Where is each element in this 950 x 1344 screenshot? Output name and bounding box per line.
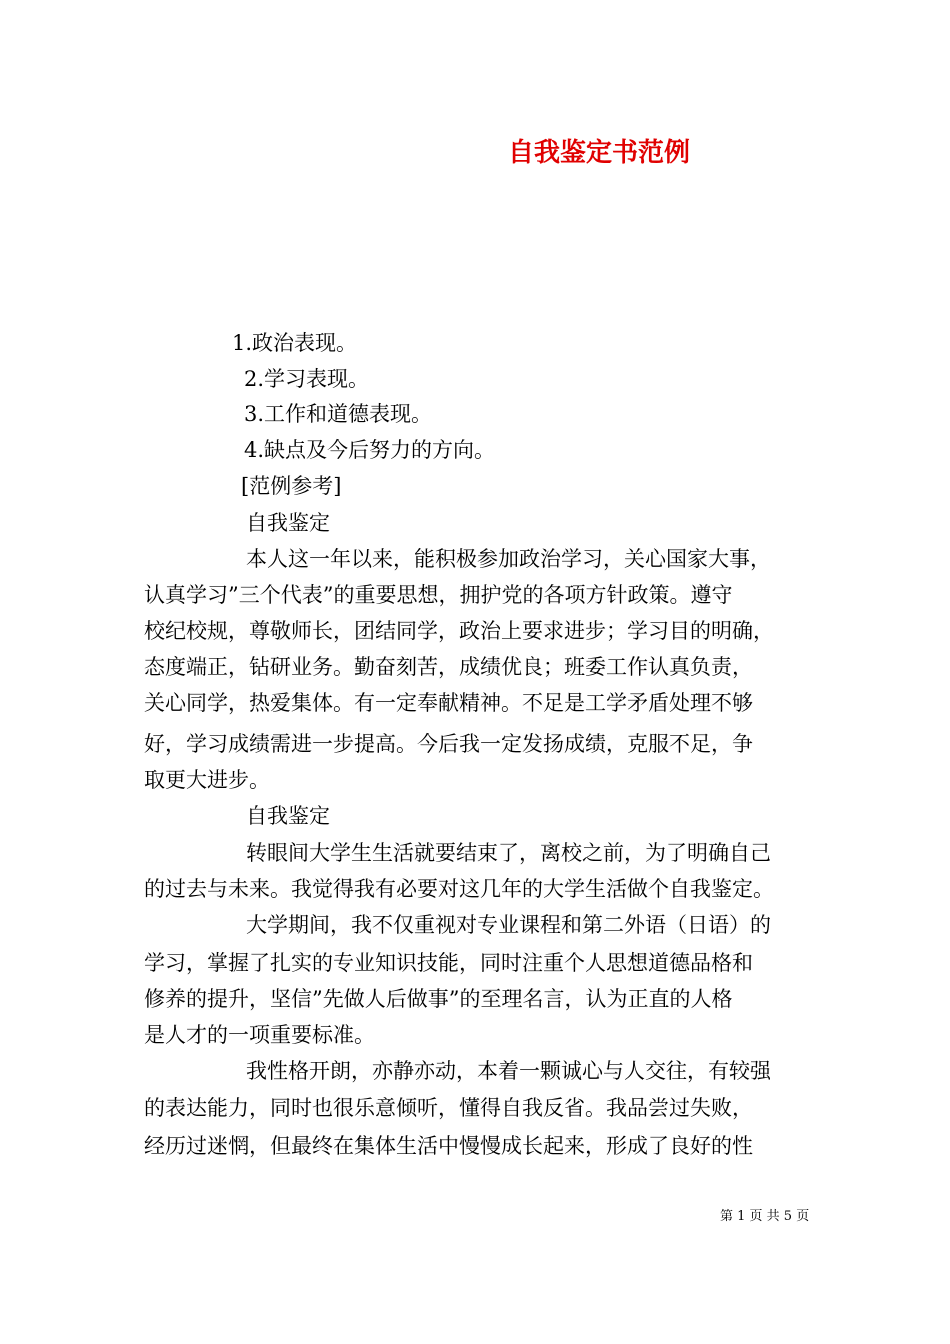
reference-label: [范例参考] — [241, 474, 342, 498]
outline-item-3: 3.工作和道德表现。 — [244, 402, 433, 426]
document-title: 自我鉴定书范例 — [508, 138, 691, 168]
paragraph-line: 大学期间，我不仅重视对专业课程和第二外语（日语）的 — [246, 913, 771, 937]
paragraph-line: 的过去与未来。我觉得我有必要对这几年的大学生活做个自我鉴定。 — [144, 877, 774, 901]
outline-item-2: 2.学习表现。 — [244, 367, 370, 391]
paragraph-line: 好，学习成绩需进一步提高。今后我一定发扬成绩，克服不足，争 — [144, 732, 753, 756]
paragraph-line: 转眼间大学生生活就要结束了，离校之前，为了明确自己 — [246, 841, 771, 865]
paragraph-line: 经历过迷惘，但最终在集体生活中慢慢成长起来，形成了良好的性 — [144, 1134, 753, 1158]
paragraph-line: 取更大进步。 — [144, 768, 270, 792]
paragraph-line: 我性格开朗，亦静亦动，本着一颗诚心与人交往，有较强 — [246, 1059, 771, 1083]
paragraph-line: 校纪校规，尊敬师长，团结同学，政治上要求进步；学习目的明确， — [144, 619, 774, 643]
outline-item-1: 1.政治表现。 — [232, 331, 358, 355]
paragraph-line: 修养的提升，坚信”先做人后做事”的至理名言，认为正直的人格 — [144, 987, 733, 1011]
section2-heading: 自我鉴定 — [246, 804, 330, 828]
paragraph-line: 的表达能力，同时也很乐意倾听，懂得自我反省。我品尝过失败， — [144, 1096, 753, 1120]
page-number: 第 1 页 共 5 页 — [720, 1209, 810, 1224]
section1-heading: 自我鉴定 — [246, 511, 330, 535]
paragraph-line: 本人这一年以来，能积极参加政治学习，关心国家大事， — [246, 547, 771, 571]
outline-item-4: 4.缺点及今后努力的方向。 — [244, 438, 496, 462]
paragraph-line: 是人才的一项重要标准。 — [144, 1023, 375, 1047]
paragraph-line: 态度端正，钻研业务。勤奋刻苦，成绩优良；班委工作认真负责， — [144, 655, 753, 679]
paragraph-line: 认真学习”三个代表”的重要思想，拥护党的各项方针政策。遵守 — [144, 583, 733, 607]
paragraph-line: 关心同学，热爱集体。有一定奉献精神。不足是工学矛盾处理不够 — [144, 691, 753, 715]
paragraph-line: 学习，掌握了扎实的专业知识技能，同时注重个人思想道德品格和 — [144, 951, 753, 975]
